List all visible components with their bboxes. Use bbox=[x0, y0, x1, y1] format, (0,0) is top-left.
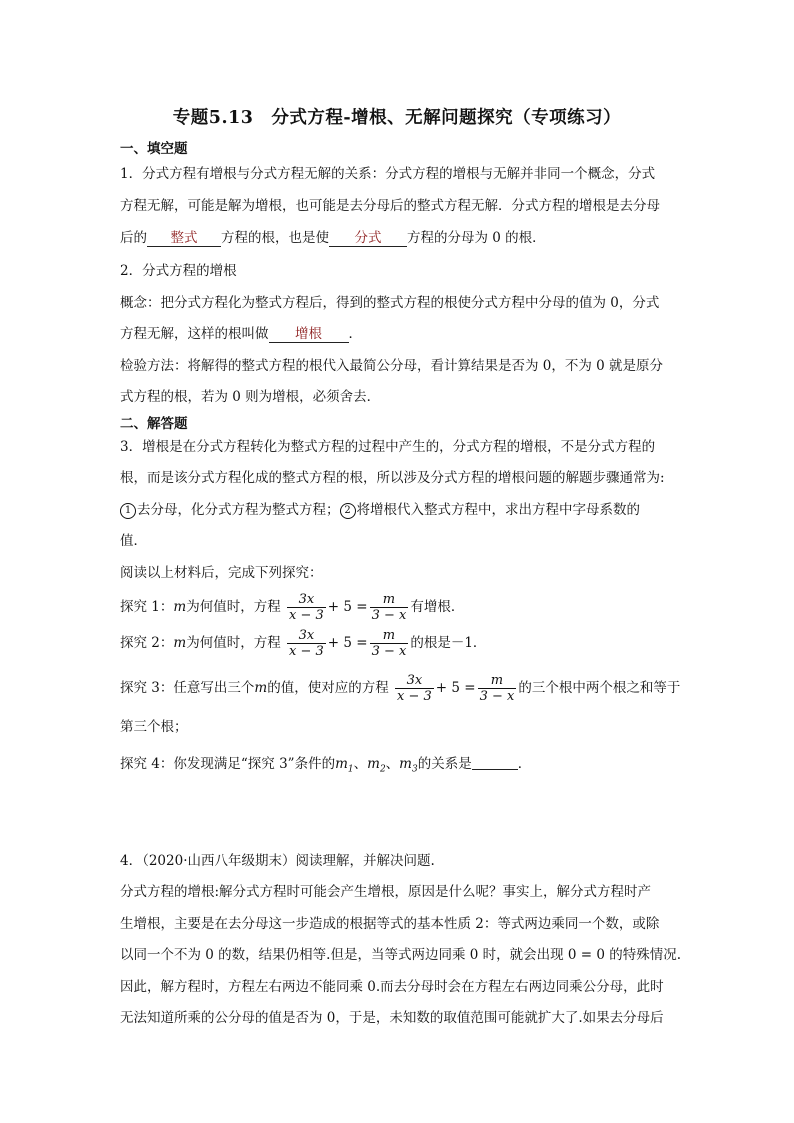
var-m: m bbox=[254, 680, 268, 696]
explore-4 bbox=[120, 755, 680, 779]
answer-blank-4[interactable] bbox=[472, 755, 518, 770]
var-m: m bbox=[335, 756, 348, 772]
answer-blank-1[interactable]: 整式 bbox=[147, 230, 221, 247]
subscript: 1 bbox=[347, 764, 354, 775]
q4-line-3: 生增根，主要是在去分母这一步造成的根据等式的基本性质 2：等式两边乘同一个数，或除 bbox=[120, 916, 660, 932]
q3-line-4: 值． bbox=[120, 533, 147, 549]
q4-line-4: 以同一个不为 0 的数，结果仍相等.但是，当等式两边同乘 0 时，就会出现 0 = 0 的特殊情况. bbox=[120, 947, 682, 963]
q4-line-6: 无法知道所乘的公分母的值是否为 0，于是，未知数的取值范围可能就扩大了.如果去分母后 bbox=[120, 1010, 664, 1026]
q1-text: 后的 bbox=[120, 230, 147, 246]
q2-heading: 2．分式方程的增根 bbox=[120, 263, 237, 279]
fraction-numerator: 3x bbox=[406, 673, 423, 688]
q4-line-2: 分式方程的增根:解分式方程时可能会产生增根，原因是什么呢？事实上，解分式方程时产 bbox=[120, 884, 652, 900]
var-m1 bbox=[335, 756, 354, 775]
explore-label: 探究 2： bbox=[120, 635, 174, 651]
q2-concept-line-2 bbox=[120, 325, 680, 343]
explore-text: 探究 4：你发现满足“探究 3”条件的 bbox=[120, 756, 336, 772]
fraction-numerator: m bbox=[490, 673, 504, 688]
var-m2 bbox=[367, 756, 386, 775]
fraction-right bbox=[370, 628, 409, 659]
explore-text: 的根是－1． bbox=[410, 635, 487, 651]
subscript: 3 bbox=[411, 764, 418, 775]
step-1-marker: 1 bbox=[120, 503, 136, 519]
fraction-right bbox=[478, 673, 517, 704]
q2-concept-line-1: 概念：把分式方程化为整式方程后，得到的整式方程的根使分式方程中分母的值为 0，分式 bbox=[120, 295, 660, 311]
q3-step-2: 将增根代入整式方程中，求出方程中字母系数的 bbox=[356, 502, 640, 518]
q1-line-3 bbox=[120, 229, 680, 247]
section-solve: 二、解答题 bbox=[120, 416, 188, 432]
fraction-numerator: 3x bbox=[298, 592, 315, 607]
q4-line-1: 4．（2020·山西八年级期末）阅读理解，并解决问题. bbox=[120, 853, 435, 869]
q1-text: 方程的根，也是使 bbox=[221, 230, 329, 246]
fraction-left bbox=[287, 592, 326, 623]
explore-text: 有增根． bbox=[410, 599, 465, 615]
separator: 、 bbox=[385, 756, 400, 772]
q1-line-1: 1．分式方程有增根与分式方程无解的关系：分式方程的增根与无解并非同一个概念，分式 bbox=[120, 166, 656, 182]
explore-text: 为何值时，方程 bbox=[186, 635, 281, 651]
equation-middle: + 5 = bbox=[327, 599, 368, 615]
q4-line-5: 因此，解方程时，方程左右两边不能同乘 0.而去分母时会在方程左右两边同乘公分母，此时 bbox=[120, 979, 664, 995]
var-m: m bbox=[399, 756, 412, 772]
fraction-denominator: 3 − x bbox=[479, 689, 515, 704]
explore-3 bbox=[120, 673, 680, 704]
q3-step-1: 去分母，化分式方程为整式方程； bbox=[137, 502, 340, 518]
fraction-denominator: x − 3 bbox=[397, 689, 432, 704]
separator: 、 bbox=[353, 756, 368, 772]
fraction-denominator: x − 3 bbox=[289, 644, 324, 659]
fraction-numerator: m bbox=[382, 592, 396, 607]
explore-2 bbox=[120, 628, 680, 659]
q2-check-line-2: 式方程的根，若为 0 则为增根，必须舍去． bbox=[120, 389, 381, 405]
q1-text: 方程的分母为 0 的根． bbox=[407, 230, 546, 246]
fraction-denominator: x − 3 bbox=[289, 608, 324, 623]
var-m: m bbox=[173, 635, 187, 651]
section-fill-in: 一、填空题 bbox=[120, 141, 188, 157]
page-title: 专题5.13 分式方程-增根、无解问题探究（专项练习） bbox=[172, 108, 622, 128]
explore-text: 的三个根中两个根之和等于 bbox=[518, 680, 681, 696]
explore-text: 为何值时，方程 bbox=[186, 599, 281, 615]
fraction-denominator: 3 − x bbox=[371, 608, 407, 623]
var-m: m bbox=[173, 599, 187, 615]
fraction-numerator: 3x bbox=[298, 628, 315, 643]
equation-middle: + 5 = bbox=[435, 680, 476, 696]
explore-label: 探究 1： bbox=[120, 599, 174, 615]
explore-1 bbox=[120, 592, 680, 623]
q2-check-line-1: 检验方法：将解得的整式方程的根代入最简公分母，看计算结果是否为 0，不为 0 就是原分 bbox=[120, 358, 664, 374]
explore-text: 的值，使对应的方程 bbox=[267, 680, 389, 696]
subscript: 2 bbox=[379, 764, 386, 775]
q3-line-1: 3．增根是在分式方程转化为整式方程的过程中产生的，分式方程的增根，不是分式方程的 bbox=[120, 439, 656, 455]
fraction-denominator: 3 − x bbox=[371, 644, 407, 659]
q3-read-line: 阅读以上材料后，完成下列探究： bbox=[120, 565, 323, 581]
q2-text: 方程无解，这样的根叫做 bbox=[120, 326, 269, 342]
fraction-right bbox=[370, 592, 409, 623]
fraction-left bbox=[395, 673, 434, 704]
answer-blank-3[interactable]: 增根 bbox=[269, 326, 349, 343]
fraction-left bbox=[287, 628, 326, 659]
q3-line-2: 根，而是该分式方程化成的整式方程的根，所以涉及分式方程的增根问题的解题步骤通常为: bbox=[120, 470, 665, 486]
explore-text: ． bbox=[517, 756, 532, 772]
answer-blank-2[interactable]: 分式 bbox=[329, 230, 407, 247]
q3-line-3 bbox=[120, 501, 680, 519]
equation-middle: + 5 = bbox=[327, 635, 368, 651]
explore-3-cont: 第三个根； bbox=[120, 719, 188, 735]
fraction-numerator: m bbox=[382, 628, 396, 643]
var-m: m bbox=[367, 756, 380, 772]
explore-text: 探究 3：任意写出三个 bbox=[120, 680, 255, 696]
explore-text: 的关系是 bbox=[417, 756, 472, 772]
var-m3 bbox=[399, 756, 418, 775]
step-2-marker: 2 bbox=[340, 503, 356, 519]
q2-text: ． bbox=[348, 326, 362, 342]
q1-line-2: 方程无解，可能是解为增根，也可能是去分母后的整式方程无解．分式方程的增根是去分母 bbox=[120, 198, 660, 214]
